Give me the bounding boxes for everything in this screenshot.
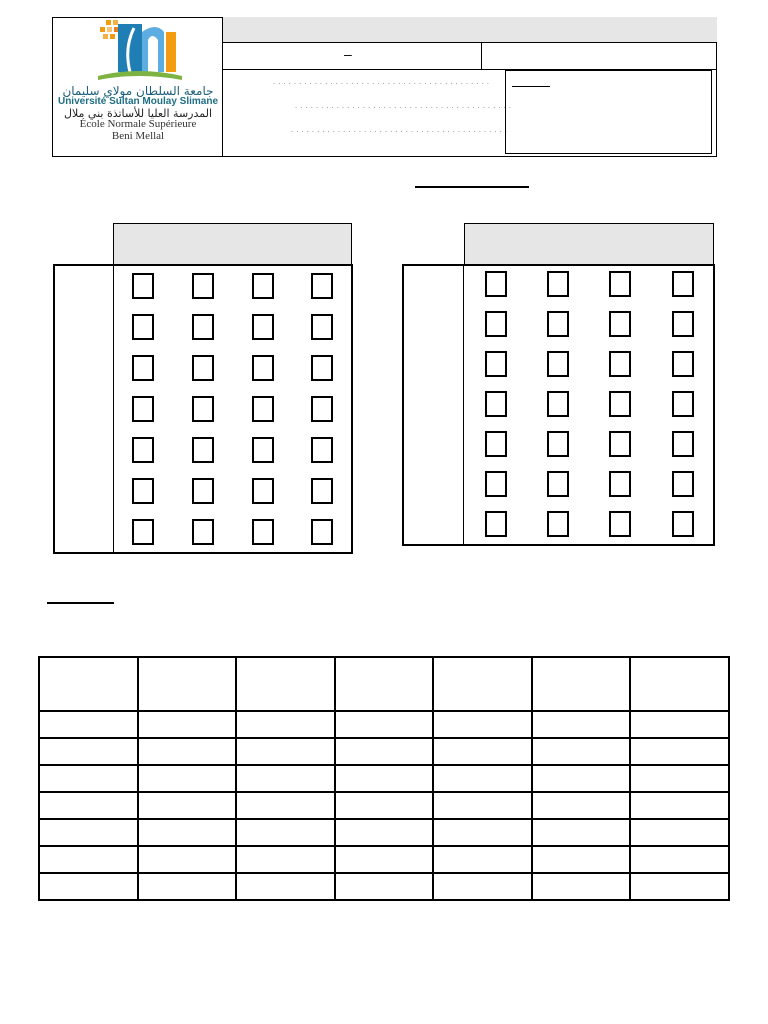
table-cell[interactable] xyxy=(335,792,434,819)
checkbox[interactable] xyxy=(547,351,569,377)
table-cell[interactable] xyxy=(236,711,335,738)
table-cell[interactable] xyxy=(138,711,237,738)
checkbox[interactable] xyxy=(672,311,694,337)
dotted-line-3: .......................................... xyxy=(290,126,510,134)
table-cell[interactable] xyxy=(433,765,532,792)
checkbox[interactable] xyxy=(192,437,214,463)
checkbox[interactable] xyxy=(311,519,333,545)
dotted-line-1: .......................................... xyxy=(272,78,492,86)
checkbox[interactable] xyxy=(547,311,569,337)
checkbox[interactable] xyxy=(547,271,569,297)
checkbox[interactable] xyxy=(485,511,507,537)
dotted-line-2: .......................................... xyxy=(294,102,514,110)
logo-arabic-school: المدرسة العليا للأساتذة بني ملال xyxy=(63,107,213,120)
table-cell[interactable] xyxy=(39,711,138,738)
table-cell[interactable] xyxy=(335,738,434,765)
left-grid-label-column xyxy=(55,266,114,552)
table-row xyxy=(39,711,729,738)
checkbox[interactable] xyxy=(252,396,274,422)
table-cell[interactable] xyxy=(532,738,631,765)
note-heading-underline xyxy=(47,602,114,604)
checkbox[interactable] xyxy=(547,511,569,537)
table-cell[interactable] xyxy=(433,711,532,738)
table-cell[interactable] xyxy=(335,711,434,738)
checkbox[interactable] xyxy=(485,271,507,297)
checkbox[interactable] xyxy=(311,355,333,381)
checkbox[interactable] xyxy=(609,351,631,377)
checkbox[interactable] xyxy=(252,519,274,545)
table-cell[interactable] xyxy=(138,792,237,819)
table-header-row xyxy=(39,657,729,711)
header-row-divider xyxy=(481,43,482,70)
table-cell[interactable] xyxy=(630,873,729,900)
checkbox[interactable] xyxy=(132,314,154,340)
logo-school-city: Beni Mellal xyxy=(111,130,165,142)
table-cell[interactable] xyxy=(236,873,335,900)
checkbox[interactable] xyxy=(609,391,631,417)
checkbox[interactable] xyxy=(311,314,333,340)
right-grid-header xyxy=(464,223,714,265)
table-cell[interactable] xyxy=(532,819,631,846)
checkbox[interactable] xyxy=(609,271,631,297)
checkbox[interactable] xyxy=(609,431,631,457)
table-header-cell xyxy=(138,657,237,711)
checkbox[interactable] xyxy=(547,431,569,457)
university-logo xyxy=(54,18,222,146)
table-cell[interactable] xyxy=(433,738,532,765)
checkbox[interactable] xyxy=(192,314,214,340)
table-cell[interactable] xyxy=(138,765,237,792)
table-row xyxy=(39,792,729,819)
info-box-underline xyxy=(512,86,550,87)
table-header-cell xyxy=(532,657,631,711)
checkbox[interactable] xyxy=(252,437,274,463)
logo-school-name: École Normale Supérieure xyxy=(79,118,197,130)
table-row xyxy=(39,819,729,846)
checkbox[interactable] xyxy=(192,273,214,299)
checkbox[interactable] xyxy=(485,311,507,337)
table-row xyxy=(39,765,729,792)
checkbox[interactable] xyxy=(252,314,274,340)
table-cell[interactable] xyxy=(138,819,237,846)
table-cell[interactable] xyxy=(630,819,729,846)
checkbox[interactable] xyxy=(485,431,507,457)
checkbox[interactable] xyxy=(672,271,694,297)
checkbox[interactable] xyxy=(132,519,154,545)
table-cell[interactable] xyxy=(433,846,532,873)
checkbox[interactable] xyxy=(672,391,694,417)
table-cell[interactable] xyxy=(630,711,729,738)
table-cell[interactable] xyxy=(39,738,138,765)
checkbox[interactable] xyxy=(252,355,274,381)
table-header-cell xyxy=(39,657,138,711)
table-cell[interactable] xyxy=(39,765,138,792)
table-cell[interactable] xyxy=(236,819,335,846)
section-title-underline xyxy=(415,186,529,188)
checkbox[interactable] xyxy=(485,351,507,377)
header-second-row xyxy=(223,43,717,70)
checkbox[interactable] xyxy=(252,273,274,299)
table-cell[interactable] xyxy=(532,765,631,792)
table-cell[interactable] xyxy=(630,765,729,792)
checkbox[interactable] xyxy=(132,273,154,299)
score-table xyxy=(38,656,730,901)
header-dash: – xyxy=(344,46,352,62)
table-cell[interactable] xyxy=(433,873,532,900)
checkbox[interactable] xyxy=(192,478,214,504)
table-cell[interactable] xyxy=(532,846,631,873)
table-cell[interactable] xyxy=(39,819,138,846)
checkbox[interactable] xyxy=(132,478,154,504)
checkbox[interactable] xyxy=(672,471,694,497)
table-cell[interactable] xyxy=(236,738,335,765)
header-title-bar xyxy=(223,17,717,43)
table-cell[interactable] xyxy=(39,873,138,900)
checkbox[interactable] xyxy=(192,519,214,545)
table-header-cell xyxy=(335,657,434,711)
table-cell[interactable] xyxy=(532,873,631,900)
checkbox[interactable] xyxy=(485,471,507,497)
logo-university-name: Université Sultan Moulay Slimane xyxy=(57,96,219,107)
table-cell[interactable] xyxy=(335,846,434,873)
logo-emblem-icon xyxy=(94,18,184,84)
checkbox[interactable] xyxy=(609,511,631,537)
table-cell[interactable] xyxy=(630,738,729,765)
logo-arabic-university: جامعة السلطان مولاي سليمان xyxy=(62,84,214,98)
checkbox[interactable] xyxy=(311,437,333,463)
checkbox[interactable] xyxy=(132,396,154,422)
right-grid-label-column xyxy=(404,266,464,544)
table-cell[interactable] xyxy=(630,792,729,819)
table-cell[interactable] xyxy=(39,846,138,873)
checkbox[interactable] xyxy=(192,355,214,381)
table-row xyxy=(39,873,729,900)
checkbox[interactable] xyxy=(609,471,631,497)
checkbox[interactable] xyxy=(672,511,694,537)
table-cell[interactable] xyxy=(138,738,237,765)
checkbox[interactable] xyxy=(252,478,274,504)
table-cell[interactable] xyxy=(335,873,434,900)
table-cell[interactable] xyxy=(335,819,434,846)
table-cell[interactable] xyxy=(138,873,237,900)
checkbox[interactable] xyxy=(672,431,694,457)
checkbox[interactable] xyxy=(192,396,214,422)
table-cell[interactable] xyxy=(532,711,631,738)
table-cell[interactable] xyxy=(236,792,335,819)
checkbox[interactable] xyxy=(547,391,569,417)
checkbox[interactable] xyxy=(311,478,333,504)
table-cell[interactable] xyxy=(39,792,138,819)
header-info-box xyxy=(505,70,712,154)
checkbox[interactable] xyxy=(547,471,569,497)
table-cell[interactable] xyxy=(335,765,434,792)
table-cell[interactable] xyxy=(433,819,532,846)
checkbox[interactable] xyxy=(485,391,507,417)
table-row xyxy=(39,738,729,765)
checkbox[interactable] xyxy=(609,311,631,337)
table-cell[interactable] xyxy=(236,846,335,873)
table-cell[interactable] xyxy=(236,765,335,792)
checkbox[interactable] xyxy=(672,351,694,377)
checkbox[interactable] xyxy=(311,273,333,299)
table-cell[interactable] xyxy=(532,792,631,819)
table-header-cell xyxy=(236,657,335,711)
checkbox[interactable] xyxy=(132,355,154,381)
table-header-cell xyxy=(630,657,729,711)
table-cell[interactable] xyxy=(630,846,729,873)
table-cell[interactable] xyxy=(138,846,237,873)
table-row xyxy=(39,846,729,873)
left-grid-header xyxy=(113,223,352,265)
table-cell[interactable] xyxy=(433,792,532,819)
checkbox[interactable] xyxy=(132,437,154,463)
table-header-cell xyxy=(433,657,532,711)
checkbox[interactable] xyxy=(311,396,333,422)
